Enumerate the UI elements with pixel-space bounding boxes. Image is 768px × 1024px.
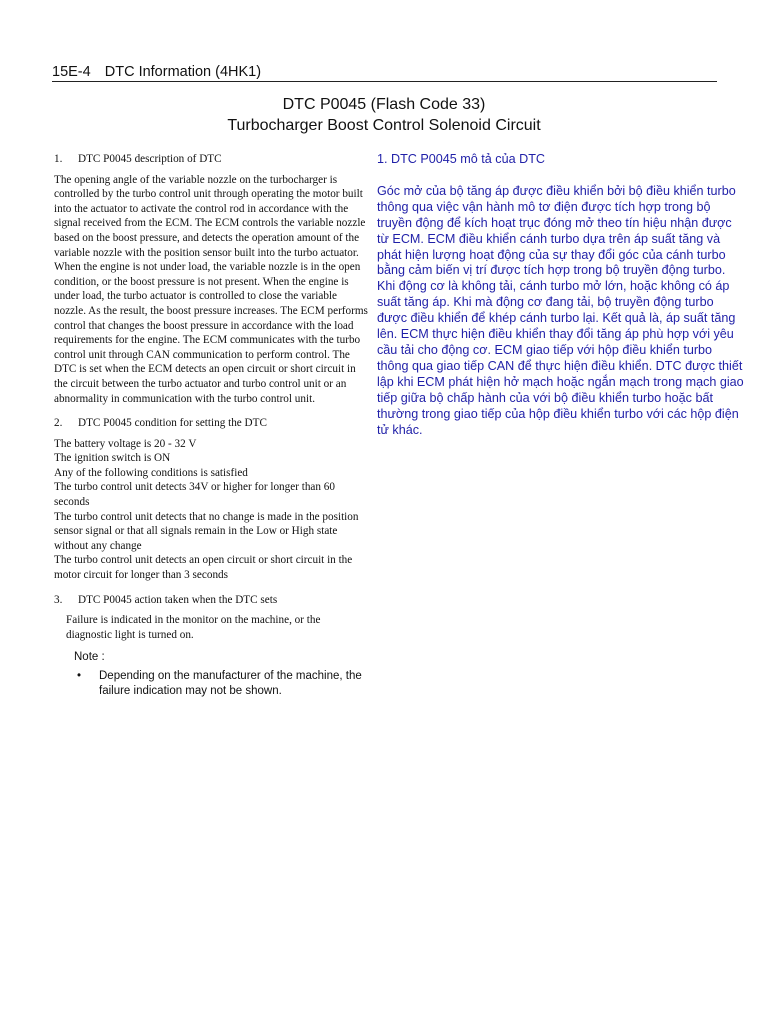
- section-3-heading: [54, 593, 369, 608]
- condition-item: Any of the following conditions is satisfied: [54, 466, 248, 479]
- page-title: DTC P0045 (Flash Code 33): [282, 96, 486, 113]
- section-3-body: Failure is indicated in the monitor on the machine, or the diagnostic light is turned on.: [66, 614, 321, 641]
- section-3-title: DTC P0045 action taken when the DTC sets: [78, 593, 278, 606]
- section-name: DTC Information (4HK1): [104, 64, 262, 80]
- section-2-title: DTC P0045 condition for setting the DTC: [78, 417, 267, 430]
- condition-list: [54, 437, 369, 583]
- note-label: Note :: [74, 651, 105, 664]
- bullet-icon: •: [77, 670, 82, 682]
- page-code: 15E-4: [52, 64, 91, 80]
- condition-item: The turbo control unit detects that no change is made in the position sensor signal or that all signals remain in the Low or High state without any change: [54, 510, 359, 552]
- section-3-number: 3.: [54, 593, 63, 606]
- page-header: [52, 64, 717, 82]
- section-2-number: 2.: [54, 417, 63, 430]
- translation-heading: 1. DTC P0045 mô tả của DTC: [377, 152, 545, 166]
- note-item: [74, 669, 369, 699]
- section-1-number: 1.: [54, 153, 63, 165]
- english-column: [54, 152, 369, 699]
- condition-item: The battery voltage is 20 - 32 V: [54, 437, 197, 450]
- condition-item: The ignition switch is ON: [54, 452, 171, 465]
- condition-item: The turbo control unit detects 34V or higher for longer than 60 seconds: [54, 481, 335, 509]
- section-1-title: DTC P0045 description of DTC: [78, 153, 222, 165]
- note-text: Depending on the manufacturer of the machine, the failure indication may not be shown.: [99, 670, 362, 697]
- vietnamese-translation-column: [377, 152, 745, 438]
- translation-body: Góc mở của bộ tăng áp được điều khiển bởi bộ điều khiển turbo thông qua việc vận hành mô tơ điện được tích hợp trong bộ truyền động để kích hoạt trục đóng mở theo tín hiệu nhận được từ ECM. ECM điều khiển cánh turbo dựa trên áp suất tăng và phát hiện lượng hoạt động của sự thay đổi góc của cánh turbo bằng cảm biến vị trí được tích hợp trong bộ truyền động turbo. Khi động cơ là không tải, cánh turbo mở lớn, hoặc không có áp suất tăng áp. Khi mà động cơ đang tải, bộ truyền động turbo được điều khiển để khép cánh turbo lại. Kết quả là, áp suất tăng lên. ECM thực hiện điều khiển thay đổi tăng áp phù hợp với yêu cầu tải cho động cơ. ECM giao tiếp với hộp điều khiển turbo thông qua giao tiếp CAN để thực hiện điều khiển. DTC được thiết lập khi ECM phát hiện hở mạch hoặc ngắn mạch trong mạch giao tiếp giữa bộ chấp hành của với bộ điều khiển turbo hoặc bất thường trong giao tiếp của hộp điều khiển turbo với các hộp điện tử khác.: [377, 183, 744, 437]
- section-2-heading: [54, 416, 369, 431]
- section-1-body: The opening angle of the variable nozzle on the turbocharger is controlled by the turbo control unit through operating the motor built into the actuator to activate the control rod in accordance with the signal received from the ECM. The ECM controls the variable nozzle based on the boost pressure, and detects the operation amount of the variable nozzle with the position sensor built into the turbo actuator. When the engine is not under load, the variable nozzle is in the open condition, or the boost pressure is not present. When the engine is under load, the turbo actuator is controlled to close the variable nozzle. As the result, the boost pressure increases. The ECM performs control that changes the boost pressure in accordance with the load requirements for the engine. The ECM communicates with the turbo control unit through CAN communication to perform control. The DTC is set when the ECM detects an open circuit or short circuit in the circuit between the turbo actuator and turbo control unit or an abnormality in communication with the turbo control unit.: [54, 173, 368, 405]
- page-subtitle: Turbocharger Boost Control Solenoid Circuit: [227, 117, 541, 134]
- section-1-heading: [54, 152, 369, 167]
- condition-item: The turbo control unit detects an open circuit or short circuit in the motor circuit for longer than 3 seconds: [54, 554, 353, 582]
